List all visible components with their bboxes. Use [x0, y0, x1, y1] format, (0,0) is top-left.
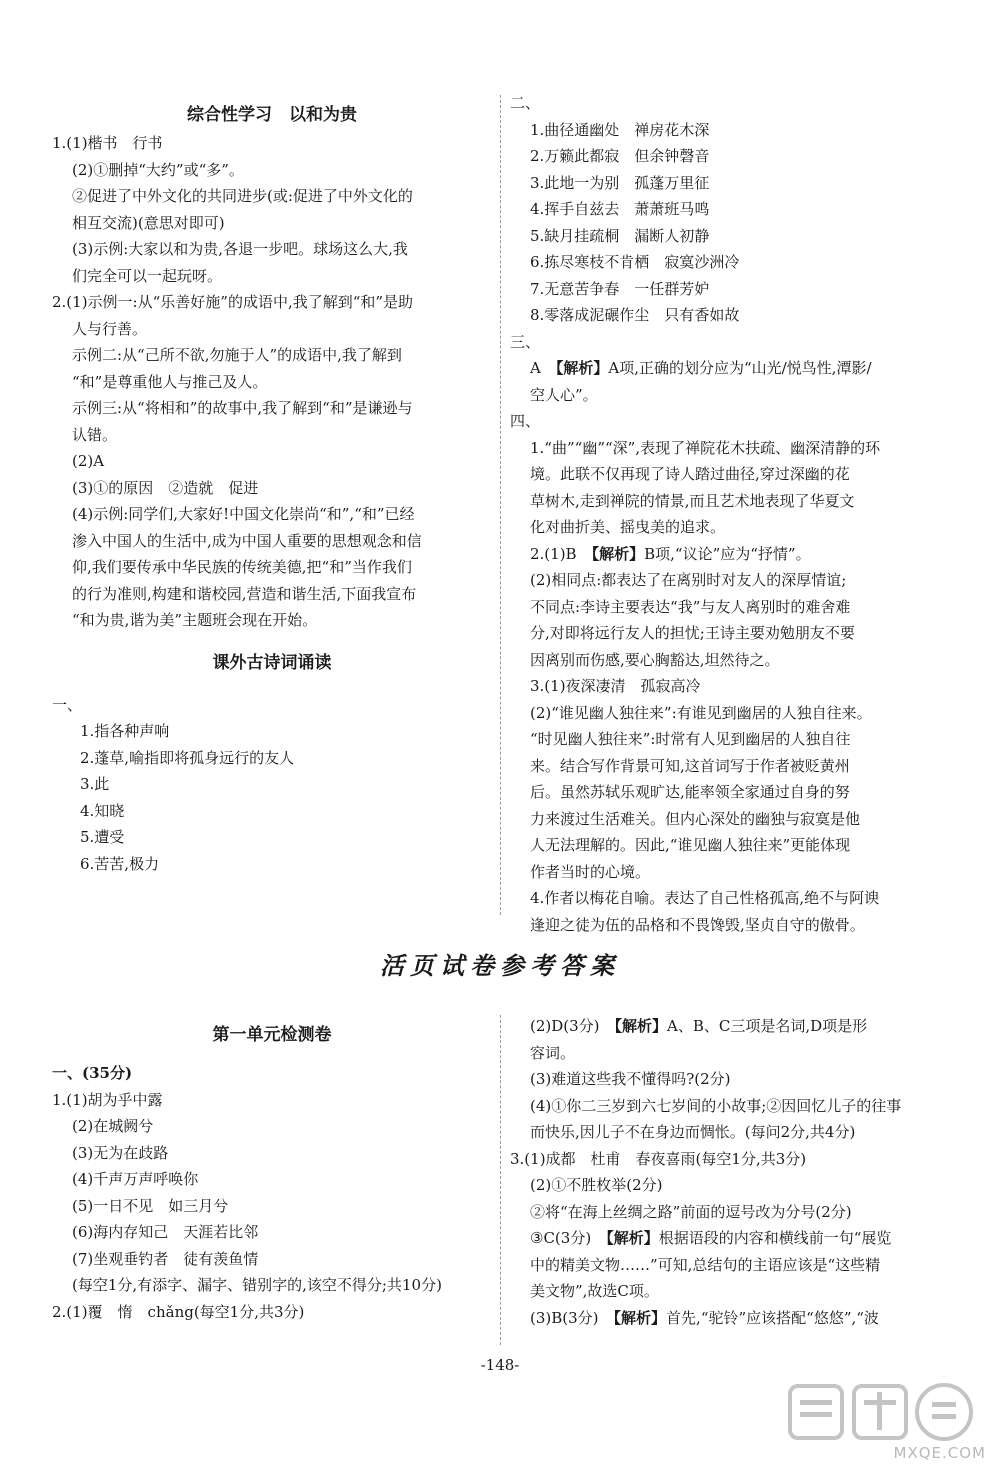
answer-line: 渗入中国人的生活中,成为中国人重要的思想观念和信 [72, 531, 422, 550]
list-item: 1.指各种声响 [80, 722, 170, 740]
watermark-url: MXQE.COM [893, 1444, 986, 1462]
analysis-tag: 【解析】 [614, 1017, 668, 1035]
answer-line: 作者当时的心境。 [530, 862, 651, 881]
answer-line: (3)①的原因 ②造就 促进 [72, 478, 259, 497]
answer-line: 示例三:从“将相和”的故事中,我了解到“和”是谦逊与 [72, 399, 413, 417]
list-item: 2.蓬草,喻指即将孤身远行的友人 [80, 748, 295, 767]
section-title-classical-poetry: 课外古诗词诵读 [212, 652, 332, 673]
poem-line: 2.万籁此都寂 但余钟磬音 [530, 147, 710, 165]
answer-line: 空人心”。 [530, 385, 598, 404]
list-item: 6.苦苦,极力 [80, 854, 160, 873]
analysis-text: 根据语段的内容和横线前一句“展览 [658, 1229, 892, 1247]
answer-line: 3.(1)成都 杜甫 春夜喜雨(每空1分,共3分) [510, 1149, 807, 1168]
answer-line: (2)“谁见幽人独往来”:有谁见到幽居的人独自往来。 [530, 703, 872, 722]
answer-line: 2.(1)覆 惰 chǎng(每空1分,共3分) [52, 1302, 305, 1321]
answer-line: 来。结合写作背景可知,这首词写于作者被贬黄州 [530, 756, 850, 775]
analysis-tag: 【解析】 [555, 359, 609, 377]
answer-line: 分,对即将远行友人的担忧;王诗主要劝勉朋友不要 [530, 624, 855, 642]
answer-line: “时见幽人独往来”:时常有人见到幽居的人独自往 [530, 730, 851, 748]
poem-line: 7.无意苦争春 一任群芳妒 [530, 279, 710, 298]
answer-line: (2)在城阙兮 [72, 1117, 154, 1135]
poem-line: 1.曲径通幽处 禅房花木深 [530, 120, 710, 139]
analysis-tag: 【解析】 [591, 544, 645, 563]
answer-choice: ③C(3分) [530, 1229, 607, 1247]
answer-line: (3)示例:大家以和为贵,各退一步吧。球场这么大,我 [72, 240, 408, 258]
answer-line: (3)难道这些我不懂得吗?(2分) [530, 1070, 731, 1088]
analysis-text: B项,“议论”应为“抒情”。 [644, 544, 811, 563]
top-right-column [510, 90, 970, 938]
answer-line [510, 355, 970, 382]
answer-line: (5)一日不见 如三月兮 [72, 1196, 229, 1215]
answer-line: 仰,我们要传承中华民族的传统美德,把“和”当作我们 [72, 558, 412, 576]
column-divider-top [500, 95, 501, 915]
answer-line: (2)①删掉“大约”或“多”。 [72, 160, 244, 179]
bottom-right-column [510, 1013, 970, 1331]
answer-line: 人无法理解的。因此,“谁见幽人独往来”更能体现 [530, 836, 851, 854]
page-number: -148- [480, 1356, 520, 1374]
answer-line: (7)坐观垂钓者 徒有羡鱼情 [72, 1249, 259, 1268]
answer-line: 认错。 [72, 425, 118, 444]
answer-line: 相互交流)(意思对即可) [72, 213, 225, 232]
answer-line: 4.作者以梅花自喻。表达了自己性格孤高,绝不与阿谀 [530, 889, 880, 907]
answer-line: (4)示例:同学们,大家好!中国文化崇尚“和”,“和”已经 [72, 505, 415, 523]
top-left-column [52, 100, 492, 877]
answer-line: 美文物”,故选C项。 [530, 1282, 659, 1300]
answer-line: (6)海内存知己 天涯若比邻 [72, 1223, 259, 1241]
answer-line: 因离别而伤感,要心胸豁达,坦然待之。 [530, 650, 780, 669]
section-number: 二、 [510, 94, 541, 112]
section-number: 四、 [510, 412, 541, 430]
section-title-comprehensive: 综合性学习 以和为贵 [187, 105, 357, 125]
answer-line: “和为贵,谐为美”主题班会现在开始。 [72, 611, 318, 629]
column-divider-bottom [500, 1015, 501, 1345]
poem-line: 6.拣尽寒枝不肯栖 寂寞沙洲冷 [530, 253, 740, 271]
answer-line: 3.(1)夜深凄清 孤寂高冷 [530, 677, 701, 695]
analysis-text: A项,正确的划分应为“山光/悦鸟性,潭影/ [608, 359, 872, 377]
answer-line: (2)①不胜枚举(2分) [530, 1176, 663, 1194]
main-title: 活页试卷参考答案 [380, 951, 620, 980]
answer-line: 容词。 [530, 1043, 576, 1062]
section-title-unit-test: 第一单元检测卷 [212, 1025, 332, 1045]
bottom-left-column [52, 1020, 492, 1325]
answer-line: 不同点:李诗主要表达“我”与友人离别时的难舍难 [530, 597, 851, 616]
answer-line: ②将“在海上丝绸之路”前面的逗号改为分号(2分) [530, 1202, 852, 1221]
answer-line: 们完全可以一起玩呀。 [72, 266, 223, 285]
answer-line: 草树木,走到禅院的情景,而且艺术地表现了华夏文 [530, 491, 855, 510]
answer-line: 2.(1)示例一:从“乐善好施”的成语中,我了解到“和”是助 [52, 293, 414, 311]
answer-line: (2)相同点:都表达了在离别时对友人的深厚情谊; [530, 571, 847, 589]
answer-choice: 2.(1)B [530, 544, 592, 563]
answer-choice: (3)B(3分) [530, 1308, 614, 1327]
answer-line [510, 1013, 970, 1040]
answer-line: 人与行善。 [72, 319, 148, 338]
answer-line: 的行为准则,构建和谐校园,营造和谐生活,下面我宣布 [72, 584, 417, 603]
poem-line: 5.缺月挂疏桐 漏断人初静 [530, 226, 710, 245]
section-number: 一、 [52, 695, 83, 714]
answer-line: 1.(1)楷书 行书 [52, 134, 163, 152]
answer-line: (每空1分,有添字、漏字、错别字的,该空不得分;共10分) [72, 1276, 442, 1294]
answer-line: “和”是尊重他人与推己及人。 [72, 372, 268, 391]
poem-line: 3.此地一为别 孤蓬万里征 [530, 173, 710, 192]
answer-line: 力来渡过生活难关。但内心深处的幽独与寂寞是他 [530, 809, 861, 828]
answer-line: 中的精美文物……”可知,总结句的主语应该是“这些精 [530, 1255, 881, 1274]
answer-line: 1.(1)胡为乎中露 [52, 1090, 163, 1109]
answer-line: 化对曲折美、摇曳美的追求。 [530, 518, 726, 536]
answer-line: 示例二:从“己所不欲,勿施于人”的成语中,我了解到 [72, 346, 402, 364]
analysis-tag: 【解析】 [613, 1308, 667, 1327]
answer-line: 而快乐,因儿子不在身边而惆怅。(每问2分,共4分) [530, 1123, 856, 1141]
answer-line [510, 541, 970, 568]
list-item: 4.知晓 [80, 801, 125, 820]
answer-line: (4)①你二三岁到六七岁间的小故事;②因回忆儿子的往事 [530, 1096, 902, 1115]
answer-line: 逢迎之徒为伍的品格和不畏馋毁,坚贞自守的傲骨。 [530, 915, 865, 934]
poem-line: 8.零落成泥碾作尘 只有香如故 [530, 306, 740, 324]
answer-line: (4)千声万声呼唤你 [72, 1170, 199, 1188]
answer-line [510, 1225, 970, 1252]
analysis-text: A、B、C三项是名词,D项是形 [667, 1017, 868, 1035]
answer-choice: (2)D(3分) [530, 1017, 615, 1035]
list-item: 5.遭受 [80, 828, 125, 846]
answer-line: (3)无为在歧路 [72, 1143, 169, 1162]
answer-line: (2)A [72, 452, 105, 470]
answer-line: 后。虽然苏轼乐观旷达,能率领全家通过自身的努 [530, 783, 850, 801]
answer-line: ②促进了中外文化的共同进步(或:促进了中外文化的 [72, 187, 413, 205]
answer-line [510, 1305, 970, 1332]
list-item: 3.此 [80, 775, 110, 793]
section-number: 三、 [510, 332, 541, 351]
analysis-tag: 【解析】 [606, 1229, 659, 1247]
analysis-text: 首先,“驼铃”应该搭配“悠悠”,“波 [666, 1308, 879, 1327]
poem-line: 4.挥手自兹去 萧萧班马鸣 [530, 200, 710, 218]
answer-line: 境。此联不仅再现了诗人踏过曲径,穿过深幽的花 [530, 465, 850, 483]
answer-line: 1.“曲”“幽”“深”,表现了禅院花木扶疏、幽深清静的环 [530, 438, 881, 457]
section-number: 一、(35分) [52, 1064, 133, 1082]
answer-choice: A [530, 359, 556, 377]
